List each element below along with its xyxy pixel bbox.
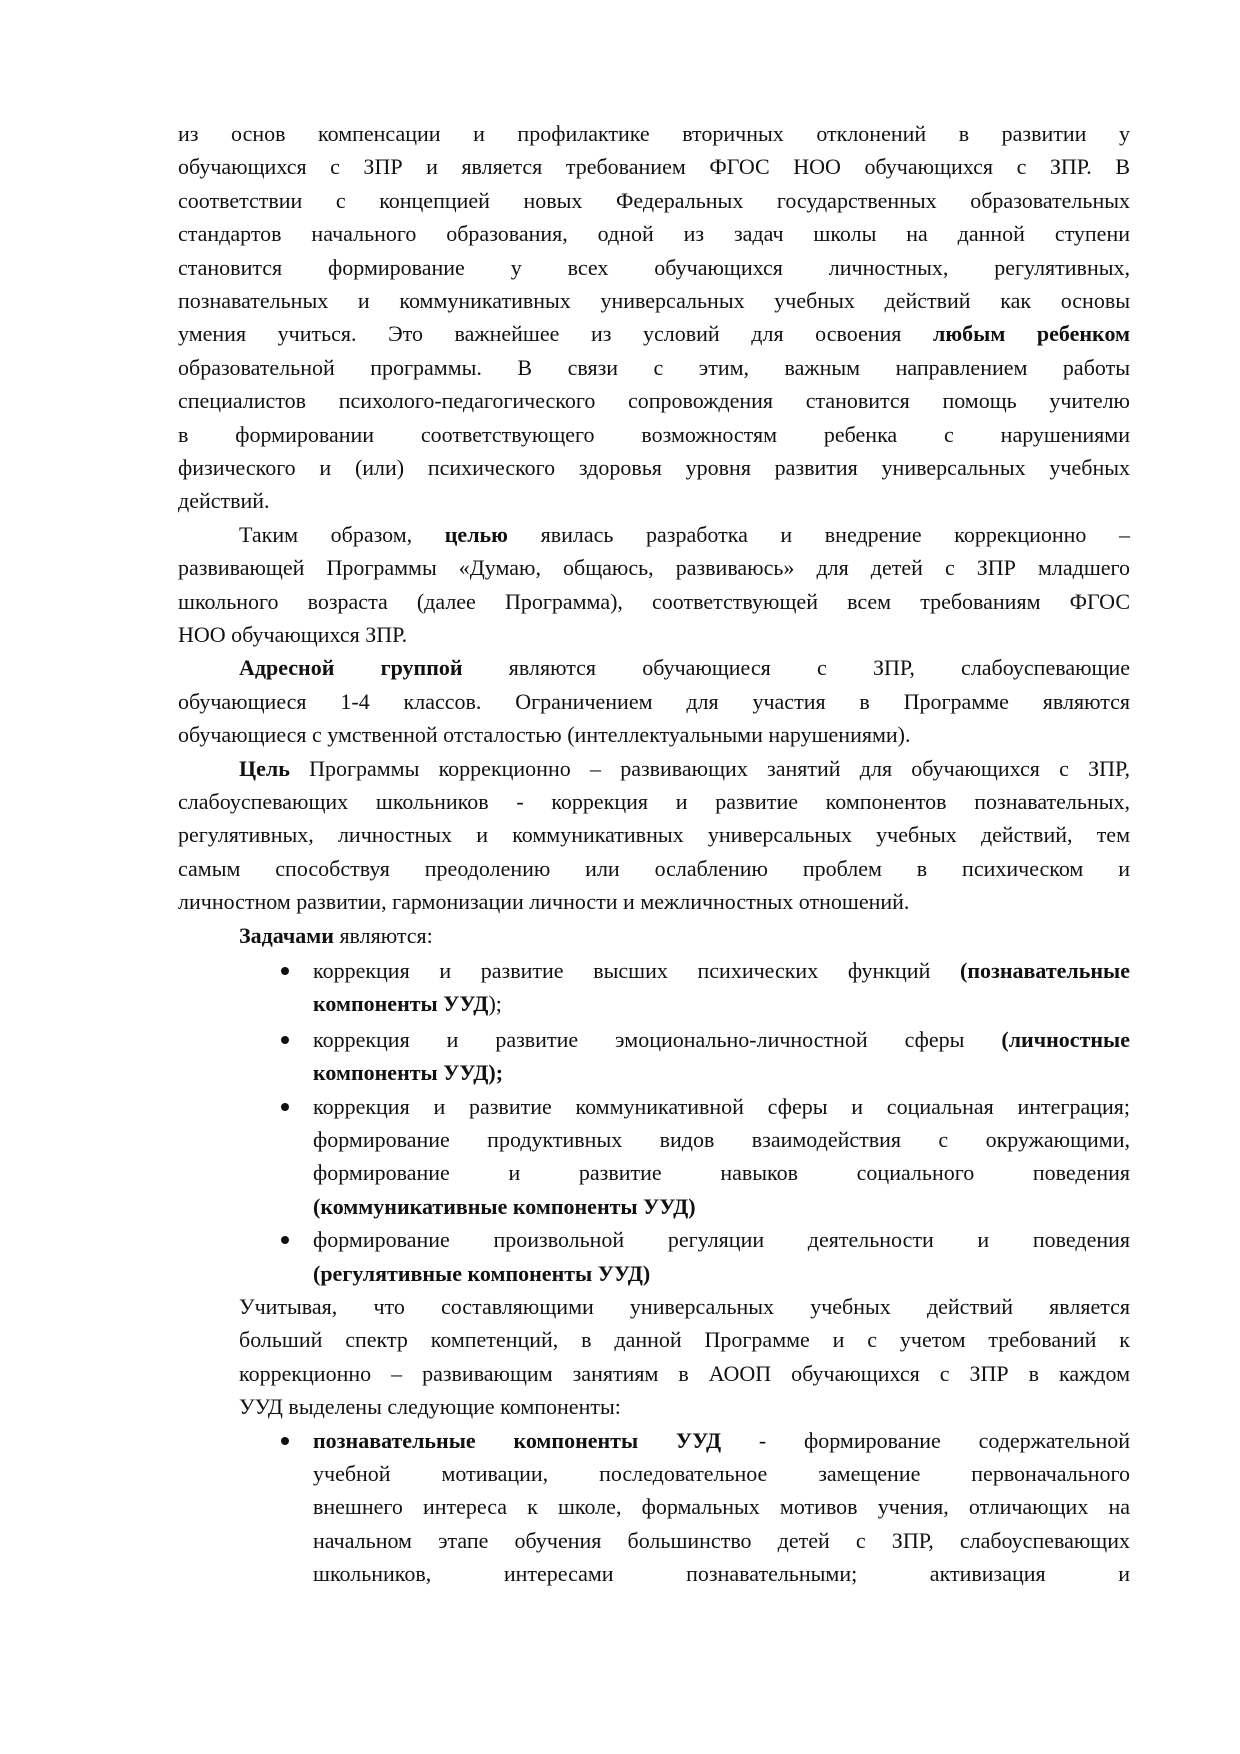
text-line <box>313 1190 1130 1223</box>
text-line <box>313 987 1130 1020</box>
text-segment: - формирование содержательной <box>721 1427 1130 1453</box>
text-line <box>313 1457 1130 1490</box>
text-line <box>313 1557 1130 1590</box>
text-segment: внешнего интереса к школе, формальных мотивов учения, отличающих на <box>313 1494 1130 1520</box>
text-line <box>178 184 1130 217</box>
bullet-icon <box>281 1437 289 1445</box>
text-segment: обучающиеся 1-4 классов. Ограничением для участия в Программе являются <box>178 688 1130 714</box>
text-line <box>178 117 1130 150</box>
text-line <box>178 852 1130 885</box>
text-segment: личностном развитии, гармонизации личности и межличностных отношений. <box>178 889 910 915</box>
text-line <box>178 317 1130 350</box>
text-segment: развивающей Программы «Думаю, общаюсь, развиваюсь» для детей с ЗПР младшего <box>178 555 1130 581</box>
text-segment: обучающиеся с умственной отсталостью (интеллектуальными нарушениями). <box>178 722 911 748</box>
text-segment: являются: <box>333 922 433 948</box>
text-line <box>178 818 1130 851</box>
text-line <box>239 1390 1130 1423</box>
bullet-icon <box>281 1036 289 1044</box>
text-segment: НОО обучающихся ЗПР. <box>178 622 408 647</box>
text-line <box>178 384 1130 417</box>
text-segment: регулятивных, личностных и коммуникативных универсальных учебных действий, тем <box>178 822 1130 848</box>
text-line <box>313 1023 1130 1056</box>
text-segment: коррекционно – развивающим занятиям в АООП обучающихся с ЗПР в каждом <box>239 1360 1130 1386</box>
text-line <box>239 1290 1130 1323</box>
bold-text: (личностные <box>1001 1026 1130 1052</box>
text-line <box>178 885 1130 918</box>
bold-text: компоненты УУД <box>313 991 489 1017</box>
text-line <box>313 1223 1130 1256</box>
text-segment: познавательных и коммуникативных универсальных учебных действий как основы <box>178 288 1130 313</box>
text-segment: становится формирование у всех обучающихся личностных, регулятивных, <box>178 254 1130 280</box>
text-line <box>178 150 1130 183</box>
text-line <box>178 217 1130 250</box>
text-segment: начальном этапе обучения большинство детей с ЗПР, слабоуспевающих <box>313 1527 1130 1553</box>
bold-text: познавательные компоненты УУД <box>313 1427 722 1453</box>
text-line <box>178 685 1130 718</box>
text-line <box>313 1524 1130 1557</box>
bold-text: Адресной группой <box>239 655 463 681</box>
bold-text: компоненты УУД); <box>313 1060 504 1086</box>
text-segment: Учитывая, что составляющими универсальных учебных действий является <box>239 1294 1130 1319</box>
text-line <box>313 1490 1130 1523</box>
text-segment: Таким образом, <box>239 521 445 547</box>
text-segment: Программы коррекционно – развивающих занятий для обучающихся с ЗПР, <box>289 755 1130 781</box>
text-segment: самым способствуя преодолению или ослаблению проблем в психическом и <box>178 855 1130 881</box>
bullet-icon <box>281 1103 289 1111</box>
text-segment: явилась разработка и внедрение коррекционно – <box>507 521 1130 547</box>
text-line <box>178 551 1130 584</box>
text-segment: формирование и развитие навыков социального поведения <box>313 1160 1130 1186</box>
text-line <box>313 1090 1130 1123</box>
text-line <box>178 451 1130 484</box>
text-segment: школьного возраста (далее Программа), соответствующей всем требованиям ФГОС <box>178 588 1130 614</box>
text-segment: формирование произвольной регуляции деятельности и поведения <box>313 1227 1130 1253</box>
text-line <box>239 1357 1130 1390</box>
text-segment: являются обучающиеся с ЗПР, слабоуспевающие <box>462 655 1130 681</box>
text-line <box>178 651 1130 684</box>
text-segment: образовательной программы. В связи с этим, важным направлением работы <box>178 354 1130 380</box>
text-line <box>313 954 1130 987</box>
text-segment: действий. <box>178 488 270 514</box>
text-segment: формирование продуктивных видов взаимодействия с окружающими, <box>313 1127 1130 1152</box>
text-line <box>178 518 1130 551</box>
text-line <box>178 718 1130 751</box>
text-segment: из основ компенсации и профилактике вторичных отклонений в развитии у <box>178 121 1130 146</box>
text-segment: специалистов психолого-педагогического сопровождения становится помощь учителю <box>178 388 1130 414</box>
bold-text: (познавательные <box>960 958 1130 983</box>
text-line <box>178 484 1130 517</box>
text-line <box>239 1323 1130 1356</box>
bold-text: любым ребенком <box>933 321 1131 347</box>
text-segment: коррекция и развитие эмоционально-личностной сферы <box>313 1026 1002 1052</box>
text-line <box>313 1424 1130 1457</box>
text-line <box>313 1156 1130 1189</box>
text-segment: в формировании соответствующего возможностям ребенка с нарушениями <box>178 421 1130 447</box>
text-segment: обучающихся с ЗПР и является требованием ФГОС НОО обучающихся с ЗПР. В <box>178 154 1130 180</box>
text-line <box>178 585 1130 618</box>
text-segment: физического и (или) психического здоровья уровня развития универсальных учебных <box>178 455 1130 480</box>
text-line <box>178 251 1130 284</box>
text-segment: учебной мотивации, последовательное замещение первоначального <box>313 1461 1130 1486</box>
text-segment: умения учиться. Это важнейшее из условий для освоения <box>178 321 933 347</box>
text-line <box>178 351 1130 384</box>
bold-text: целью <box>444 521 508 547</box>
bold-text: (регулятивные компоненты УУД) <box>313 1260 651 1286</box>
bullet-icon <box>281 1236 289 1244</box>
text-line <box>313 1123 1130 1156</box>
bold-text: (коммуникативные компоненты УУД) <box>313 1193 696 1219</box>
text-segment: ); <box>488 991 502 1017</box>
text-line <box>178 418 1130 451</box>
text-segment: школьников, интересами познавательными; активизация и <box>313 1561 1130 1587</box>
text-segment: соответствии с концепцией новых Федеральных государственных образовательных <box>178 187 1130 213</box>
bold-text: Задачами <box>239 922 334 948</box>
text-line <box>313 1056 1130 1089</box>
text-line <box>178 919 1130 952</box>
text-line <box>178 785 1130 818</box>
text-segment: больший спектр компетенций, в данной Программе и с учетом требований к <box>239 1327 1130 1353</box>
text-segment: коррекция и развитие коммуникативной сферы и социальная интеграция; <box>313 1093 1130 1119</box>
text-segment: стандартов начального образования, одной из задач школы на данной ступени <box>178 221 1130 247</box>
bullet-icon <box>281 967 289 975</box>
text-line <box>178 618 1130 651</box>
text-segment: коррекция и развитие высших психических функций <box>313 958 960 983</box>
bold-text: Цель <box>239 755 290 781</box>
text-segment: УУД выделены следующие компоненты: <box>239 1394 621 1420</box>
text-segment: слабоуспевающих школьников - коррекция и развитие компонентов познавательных, <box>178 789 1130 814</box>
text-line <box>313 1257 1130 1290</box>
text-line <box>178 752 1130 785</box>
text-line <box>178 284 1130 317</box>
